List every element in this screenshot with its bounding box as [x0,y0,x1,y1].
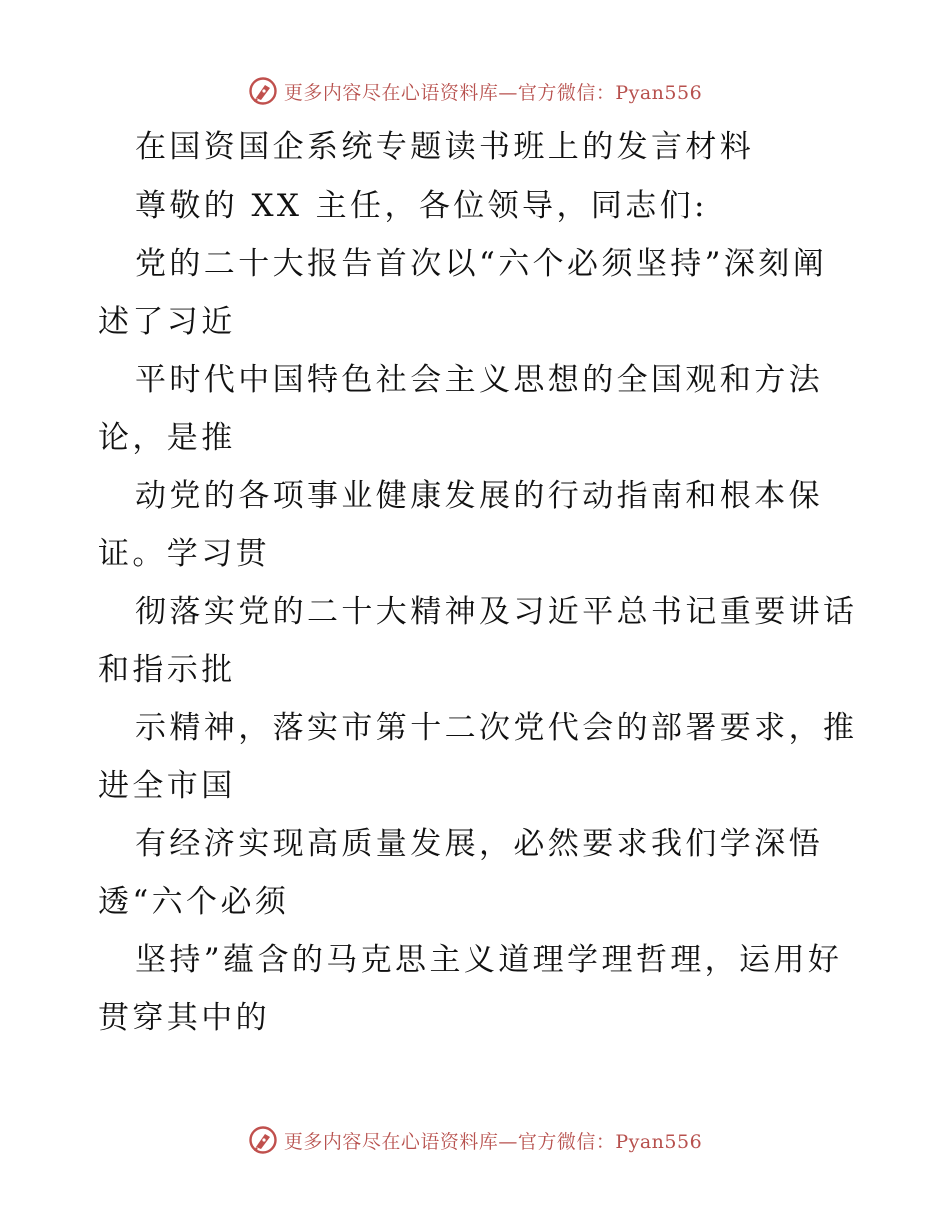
body-line: 动党的各项事业健康发展的行动指南和根本保 [135,478,823,514]
body-line: 党的二十大报告首次以“六个必须坚持”深刻阐 [135,246,828,282]
body-line: 论，是推 [98,420,236,456]
header-watermark [0,71,950,111]
body-line: 述了习近 [98,304,236,340]
pen-nib-logo-icon [248,76,278,106]
body-line: 平时代中国特色社会主义思想的全国观和方法 [135,362,823,398]
body-line: 证。学习贯 [98,536,270,572]
body-line: 示精神，落实市第十二次党代会的部署要求，推 [135,710,858,746]
body-line: 和指示批 [98,652,236,688]
footer-watermark [0,1120,950,1160]
body-line: 有经济实现高质量发展，必然要求我们学深悟 [135,826,823,862]
body-line: 透“六个必须 [98,884,290,920]
body-line: 进全市国 [98,768,236,804]
salutation: 尊敬的 XX 主任，各位领导，同志们: [135,188,708,224]
document-title: 在国资国企系统专题读书班上的发言材料 [135,129,755,165]
body-line: 贯穿其中的 [98,1000,270,1036]
pen-nib-logo-icon [248,1125,278,1155]
body-line: 彻落实党的二十大精神及习近平总书记重要讲话 [135,594,858,630]
body-line: 坚持”蕴含的马克思主义道理学理哲理，运用好 [135,942,843,978]
watermark-text: 更多内容尽在心语资料库—官方微信：Pyan556 [283,81,703,104]
watermark-text: 更多内容尽在心语资料库—官方微信：Pyan556 [283,1130,703,1153]
